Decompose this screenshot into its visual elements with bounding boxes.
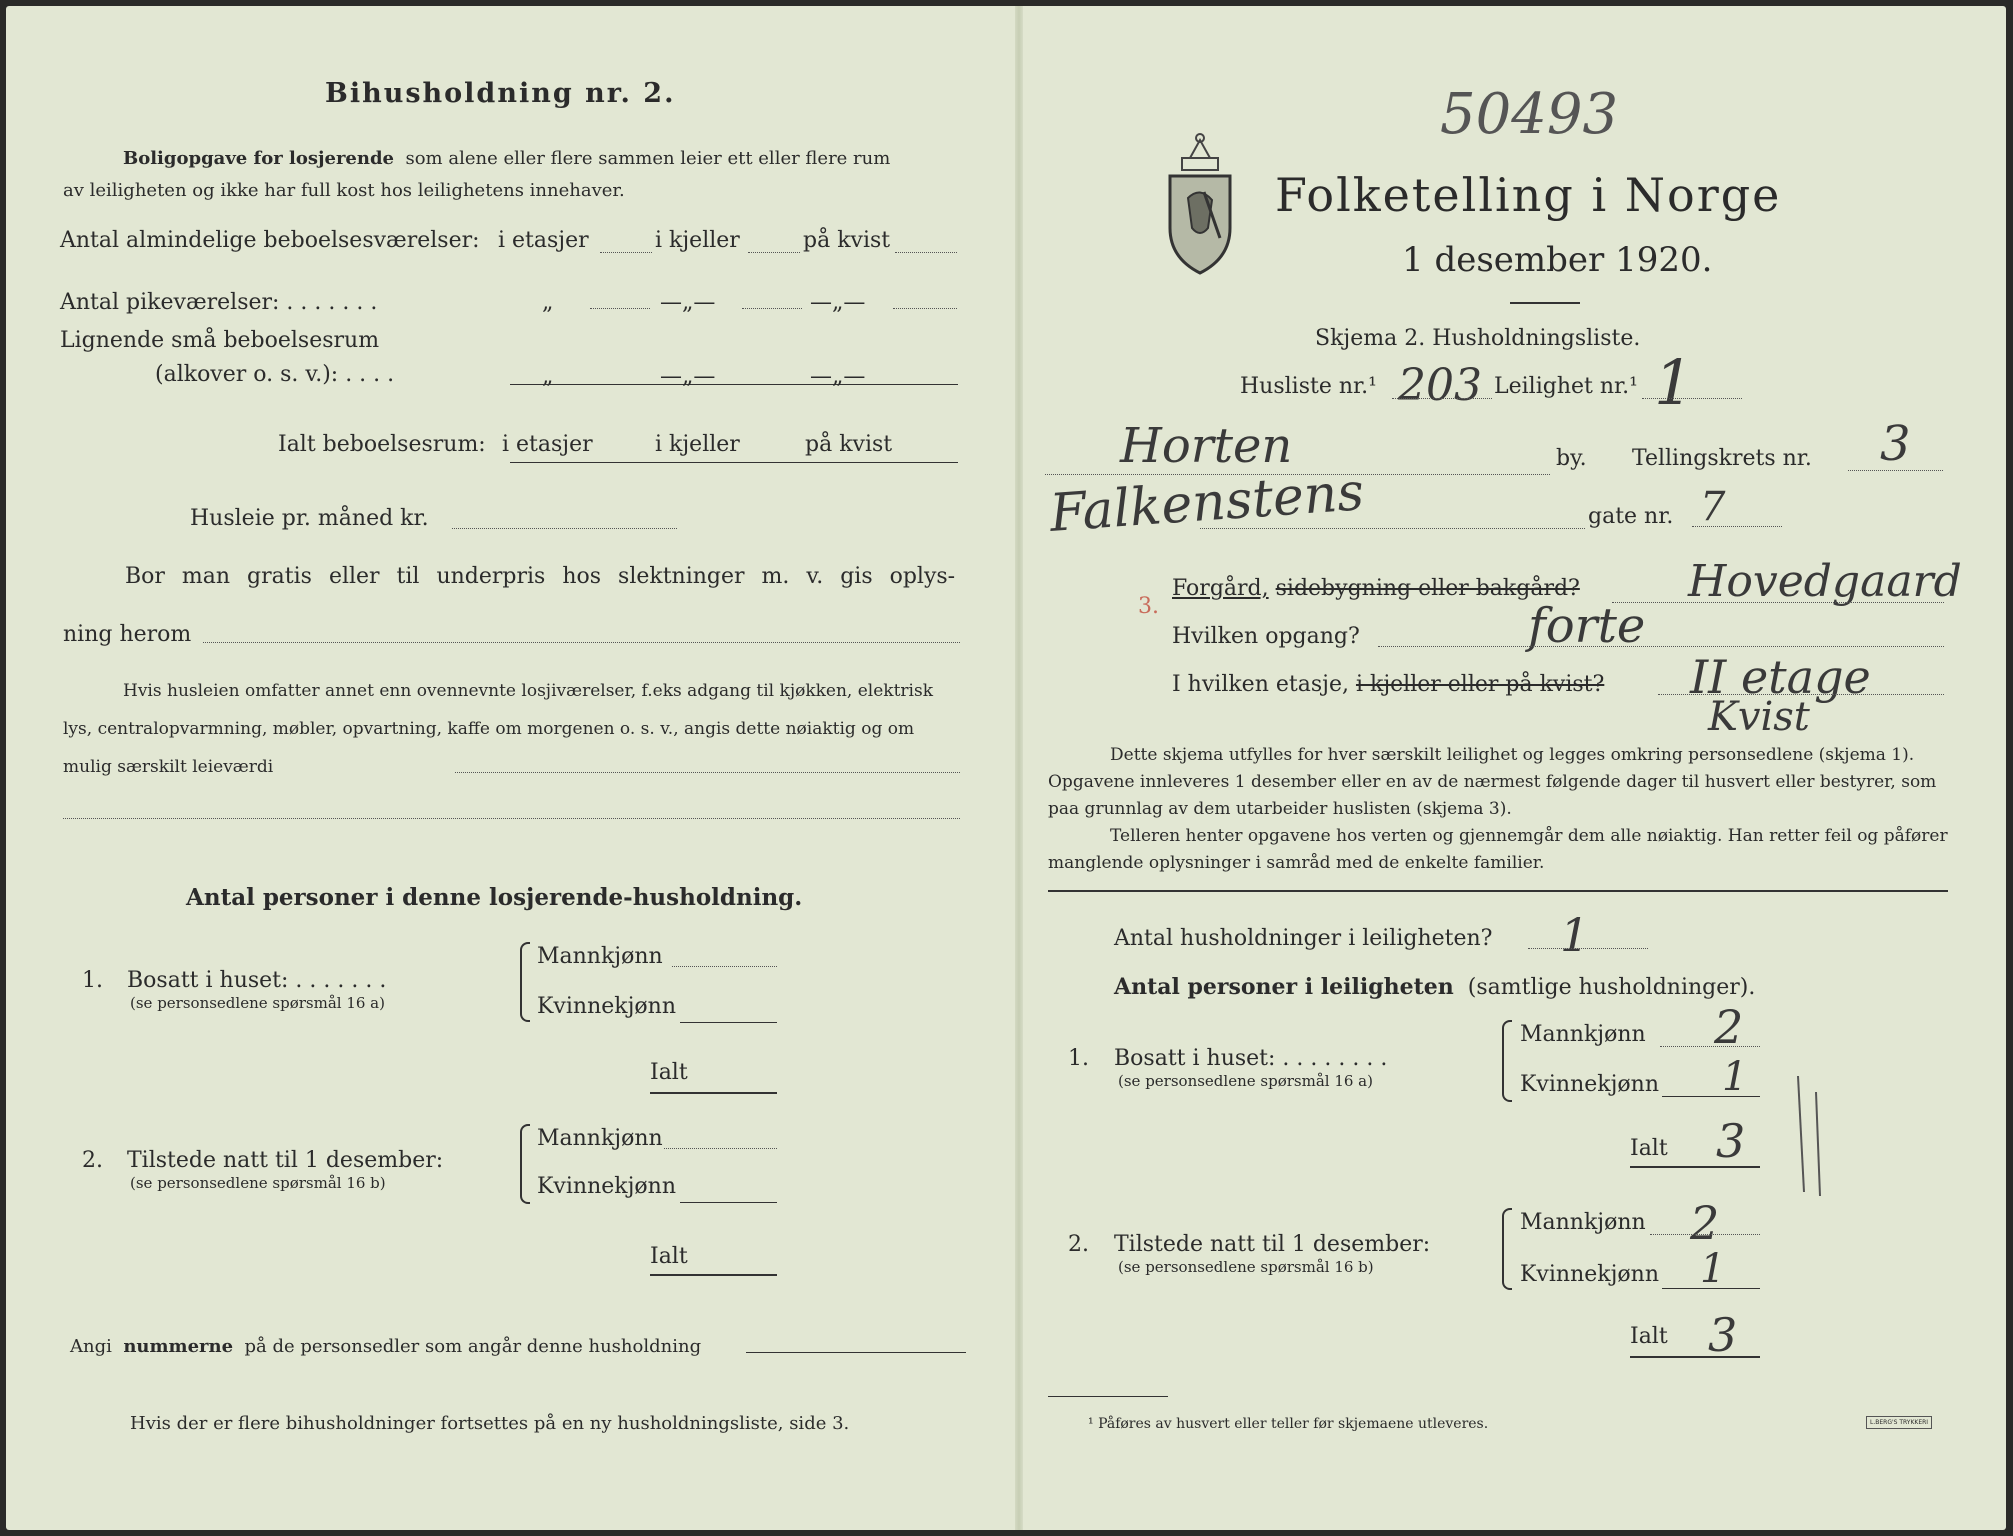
- free-living-label-2: ning herom: [63, 622, 192, 647]
- field-line[interactable]: [680, 1202, 777, 1203]
- opgang-field[interactable]: [1378, 646, 1944, 647]
- q1-num: 1.: [1068, 1046, 1089, 1071]
- lodger-q1-male: Mannkjønn: [537, 944, 663, 969]
- rooms-kvist: på kvist: [803, 228, 891, 253]
- lodger-q2-label: Tilstede natt til 1 desember:: [127, 1148, 444, 1173]
- ditto-mark: —„—: [810, 290, 866, 315]
- husliste-label: Husliste nr.¹: [1240, 374, 1377, 399]
- field-line[interactable]: [742, 308, 802, 309]
- extras-field[interactable]: [455, 772, 960, 773]
- extras-field-2[interactable]: [63, 818, 960, 819]
- q2-num: 2.: [1068, 1232, 1089, 1257]
- footnote: ¹ Påføres av husvert eller teller før skjemaene utleveres.: [1088, 1416, 1489, 1432]
- ditto-mark: —„—: [660, 290, 716, 315]
- sedler-numbers-label: Angi nummerne på de personsedler som angår denne husholdning: [70, 1336, 702, 1357]
- field-line[interactable]: [510, 462, 958, 463]
- brace: [520, 1124, 530, 1204]
- lodger-q2-sub: (se personsedlene spørsmål 16 b): [130, 1174, 386, 1192]
- krets-label: Tellingskrets nr.: [1632, 446, 1812, 471]
- field-line[interactable]: [1650, 1234, 1760, 1235]
- street-field[interactable]: [1200, 528, 1585, 529]
- census-date: 1 desember 1920.: [1402, 240, 1713, 280]
- lodger-q2-num: 2.: [82, 1148, 103, 1173]
- krets-field[interactable]: [1848, 470, 1943, 471]
- free-living-label: Bor man gratis eller til underpris hos slektninger m. v. gis oplys-: [125, 564, 956, 589]
- free-living-field[interactable]: [203, 642, 960, 643]
- q2-female: Kvinnekjønn: [1520, 1262, 1659, 1287]
- gate-label: gate nr.: [1588, 504, 1674, 529]
- q1-label: Bosatt i huset: . . . . . . . .: [1114, 1046, 1388, 1071]
- q1-male: Mannkjønn: [1520, 1022, 1646, 1047]
- lodger-q1-sub: (se personsedlene spørsmål 16 a): [130, 994, 385, 1012]
- margin-mark: 3.: [1138, 594, 1159, 619]
- lodger-q1-num: 1.: [82, 968, 103, 993]
- lodger-persons-title: Antal personer i denne losjerende-husholdning.: [186, 884, 803, 911]
- q2-male: Mannkjønn: [1520, 1210, 1646, 1235]
- field-line[interactable]: [1392, 398, 1492, 399]
- stamp-number: 50493: [1440, 82, 1619, 147]
- total-kvist: på kvist: [805, 432, 893, 457]
- lodger-q2-male: Mannkjønn: [537, 1126, 663, 1151]
- leilighet-value: 1: [1654, 346, 1694, 419]
- q1-total: Ialt: [1630, 1136, 1668, 1161]
- brace: [1502, 1020, 1512, 1102]
- rent-label: Husleie pr. måned kr.: [190, 506, 429, 531]
- field-line[interactable]: [748, 252, 800, 253]
- check-mark-icon: [1790, 1072, 1830, 1202]
- divider: [1048, 890, 1948, 892]
- households-label: Antal husholdninger i leiligheten?: [1114, 926, 1493, 951]
- apartment-persons-title: Antal personer i leiligheten (samtlige husholdninger).: [1114, 974, 1756, 1000]
- schema-label: Skjema 2. Husholdningsliste.: [1315, 326, 1641, 351]
- rooms-label: Antal almindelige beboelsesværelser:: [60, 228, 480, 253]
- q1-total-value: 3: [1716, 1114, 1746, 1168]
- q2-female-value: 1: [1700, 1246, 1726, 1292]
- field-line[interactable]: [664, 1148, 777, 1149]
- extras-note: Hvis husleien omfatter annet enn ovennevnte losjiværelser, f.eks adgang til kjøkken, elektrisk lys, centralopvarmning, møbler, opvartning, kaffe om morgenen o. s. v., angis dette nøiaktig og om mulig særskilt leieværdi: [63, 681, 934, 777]
- lodger-q2-female: Kvinnekjønn: [537, 1174, 676, 1199]
- rent-field[interactable]: [452, 528, 677, 529]
- ditto-mark: —„—: [810, 364, 866, 389]
- etasje-question: I hvilken etasje, i kjeller eller på kvist?: [1172, 672, 1605, 697]
- similar-rooms-label: Lignende små beboelsesrum: [60, 328, 380, 353]
- krets-value: 3: [1880, 416, 1911, 472]
- instructions-2: Telleren henter opgavene hos verten og gjennemgår dem alle nøiaktig. Han retter feil og påfører manglende oplysninger i samråd med de enkelte familier.: [1048, 826, 1948, 873]
- form-title: Folketelling i Norge: [1275, 168, 1782, 222]
- divider: [1510, 302, 1580, 304]
- field-line[interactable]: [1660, 1046, 1760, 1047]
- husliste-value: 203: [1398, 360, 1482, 411]
- total-kjeller: i kjeller: [655, 432, 740, 457]
- ditto-mark: „: [542, 364, 554, 389]
- forgard-field[interactable]: [1612, 602, 1944, 603]
- sedler-numbers-field[interactable]: [746, 1352, 966, 1353]
- left-footer: Hvis der er flere bihusholdninger fortsettes på en ny husholdningsliste, side 3.: [130, 1413, 850, 1434]
- households-value: 1: [1560, 908, 1590, 962]
- q2-total: Ialt: [1630, 1324, 1668, 1349]
- gate-field[interactable]: [1692, 526, 1782, 527]
- rooms-kjeller: i kjeller: [655, 228, 740, 253]
- forgard-question: Forgård, sidebygning eller bakgård?: [1172, 576, 1580, 601]
- etasje-value-1: II etage: [1690, 650, 1871, 704]
- ditto-mark: „: [542, 290, 554, 315]
- footnote-rule: [1048, 1396, 1168, 1397]
- lodger-q1-female: Kvinnekjønn: [537, 994, 676, 1019]
- brace: [520, 942, 530, 1022]
- q1-sub: (se personsedlene spørsmål 16 a): [1118, 1072, 1373, 1090]
- opgang-label: Hvilken opgang?: [1172, 624, 1360, 649]
- coat-of-arms-icon: [1160, 128, 1240, 278]
- field-line[interactable]: [510, 384, 958, 385]
- ditto-mark: —„—: [660, 364, 716, 389]
- total-etasjer: i etasjer: [502, 432, 593, 457]
- field-line[interactable]: [650, 1092, 777, 1094]
- q2-male-value: 2: [1690, 1196, 1720, 1250]
- etasje-field[interactable]: [1658, 694, 1944, 695]
- q1-male-value: 2: [1714, 1000, 1744, 1054]
- lodger-q2-total: Ialt: [650, 1244, 688, 1269]
- maid-rooms-label: Antal pikeværelser: . . . . . . .: [60, 290, 378, 315]
- printer-mark: L.BERG'S TRYKKERI: [1866, 1416, 1932, 1429]
- brace: [1502, 1208, 1512, 1290]
- q2-label: Tilstede natt til 1 desember:: [1114, 1232, 1431, 1257]
- q1-female: Kvinnekjønn: [1520, 1072, 1659, 1097]
- etasje-value-2: Kvist: [1708, 694, 1810, 740]
- field-line[interactable]: [600, 252, 652, 253]
- field-line[interactable]: [672, 966, 777, 967]
- town-value: Horten: [1120, 418, 1293, 474]
- forgard-value: Hovedgaard: [1688, 556, 1962, 607]
- alcove-label: (alkover o. s. v.): . . . .: [155, 362, 395, 387]
- total-rooms-label: Ialt beboelsesrum:: [278, 432, 486, 457]
- field-line[interactable]: [1630, 1166, 1760, 1168]
- left-intro-line2: av leiligheten og ikke har full kost hos leilighetens innehaver.: [63, 180, 625, 201]
- field-line[interactable]: [1662, 1096, 1760, 1097]
- q2-total-value: 3: [1708, 1308, 1738, 1362]
- field-line[interactable]: [590, 308, 650, 309]
- field-line[interactable]: [893, 308, 957, 309]
- q2-sub: (se personsedlene spørsmål 16 b): [1118, 1258, 1374, 1276]
- field-line[interactable]: [650, 1274, 777, 1276]
- field-line[interactable]: [1642, 398, 1742, 399]
- opgang-value: forte: [1528, 598, 1646, 654]
- street-value: Falkenstens: [1047, 462, 1366, 544]
- field-line[interactable]: [1630, 1356, 1760, 1358]
- lodger-q1-label: Bosatt i huset: . . . . . . .: [127, 968, 387, 993]
- lodger-q1-total: Ialt: [650, 1060, 688, 1085]
- rooms-etasjer: i etasjer: [498, 228, 589, 253]
- left-intro: Boligopgave for losjerende som alene eller flere sammen leier ett eller flere rum: [123, 148, 891, 169]
- leilighet-label: Leilighet nr.¹: [1494, 374, 1638, 399]
- field-line[interactable]: [1662, 1288, 1760, 1289]
- households-field[interactable]: [1528, 948, 1648, 949]
- field-line[interactable]: [895, 252, 957, 253]
- instructions: Dette skjema utfylles for hver særskilt leilighet og legges omkring personsedlene (skjema 1). Opgavene innleveres 1 desember eller en av de nærmest følgende dager til husvert eller bestyrer, som paa grunnlag av dem utarbeider huslisten (skjema 3).: [1048, 745, 1937, 819]
- field-line[interactable]: [680, 1022, 777, 1023]
- page-fold: [1015, 6, 1023, 1530]
- by-label: by.: [1556, 446, 1587, 471]
- left-title: Bihusholdning nr. 2.: [325, 78, 676, 109]
- gate-value: 7: [1700, 484, 1726, 530]
- q1-female-value: 1: [1722, 1054, 1748, 1100]
